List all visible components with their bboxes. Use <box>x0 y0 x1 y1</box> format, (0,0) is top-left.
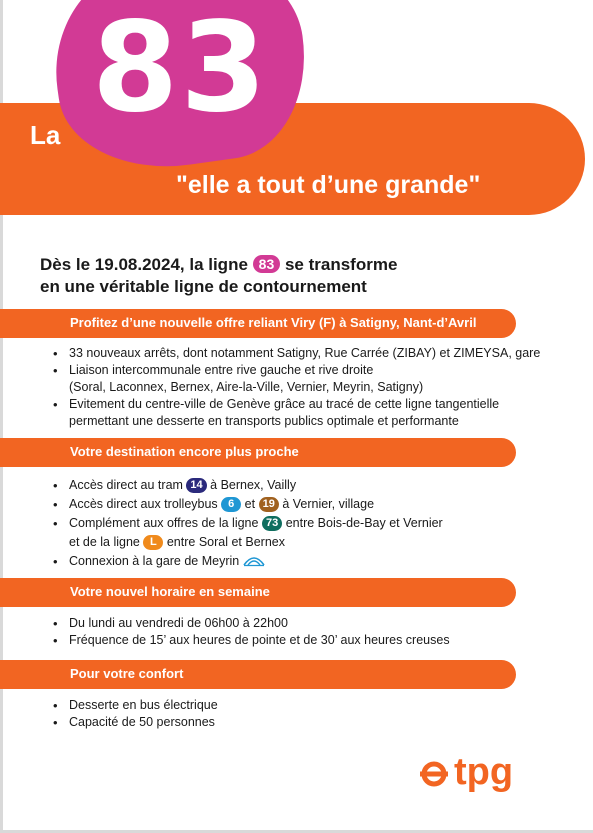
section-list-offer <box>53 345 540 430</box>
headline <box>40 254 397 298</box>
tpg-logo <box>420 752 540 792</box>
section-title: Profitez d’une nouvelle offre reliant Viry (F) à Satigny, Nant-d’Avril <box>70 315 477 330</box>
section-bar-schedule <box>0 578 516 607</box>
section-bar-destination <box>0 438 516 467</box>
tpg-logo-text: tpg <box>454 752 514 792</box>
list-item: • Capacité de 50 personnes <box>53 714 218 731</box>
list-item-text: entre Bois-de-Bay et Vernier <box>285 516 443 530</box>
list-item <box>53 396 540 430</box>
trolleybus-19-badge: 19 <box>259 497 279 512</box>
list-item: • Du lundi au vendredi de 06h00 à 22h00 <box>53 615 450 632</box>
headline-line-badge: 83 <box>253 255 281 273</box>
section-bar-comfort <box>0 660 516 689</box>
list-item-text: Complément aux offres de la ligne <box>69 516 259 530</box>
headline-line2: en une véritable ligne de contournement <box>40 277 367 296</box>
list-item-text: entre Soral et Bernex <box>166 535 285 549</box>
list-item-continuation <box>69 533 443 552</box>
section-list-comfort <box>53 697 218 731</box>
list-item <box>53 552 443 571</box>
list-item: • Desserte en bus électrique <box>53 697 218 714</box>
list-item-text: Connexion à la gare de Meyrin <box>69 554 240 568</box>
section-title: Pour votre confort <box>70 666 184 681</box>
bus-73-badge: 73 <box>262 516 282 531</box>
list-item: • Fréquence de 15’ aux heures de pointe et de 30’ aux heures creuses <box>53 632 450 649</box>
list-item-text: Evitement du centre-ville de Genève grâce au tracé de cette ligne tangentielle <box>69 397 500 411</box>
list-item-text: et de la ligne <box>69 535 140 549</box>
section-list-destination <box>53 476 443 571</box>
section-bar-offer <box>0 309 516 338</box>
list-item-text: à Bernex, Vailly <box>210 478 297 492</box>
list-item-text: et <box>244 497 256 511</box>
list-item-text: à Vernier, village <box>282 497 375 511</box>
section-list-schedule <box>53 615 450 649</box>
hero-line-number: 83 <box>92 0 269 140</box>
hero-prefix: La <box>30 120 61 150</box>
list-item <box>53 514 443 552</box>
list-item-text: Accès direct au tram <box>69 478 183 492</box>
line-L-badge: L <box>143 535 163 550</box>
list-item <box>53 362 540 396</box>
list-item <box>53 476 443 495</box>
section-title: Votre nouvel horaire en semaine <box>70 584 270 599</box>
trolleybus-6-badge: 6 <box>221 497 241 512</box>
list-item <box>53 495 443 514</box>
list-item-text: (Soral, Laconnex, Bernex, Aire-la-Ville, Vernier, Meyrin, Satigny) <box>69 380 424 394</box>
list-item-text: permettant une desserte en transports publics optimale et performante <box>69 414 459 428</box>
list-item: • 33 nouveaux arrêts, dont notamment Satigny, Rue Carrée (ZIBAY) et ZIMEYSA, gare <box>53 345 540 362</box>
section-title: Votre destination encore plus proche <box>70 444 299 459</box>
list-item-text: Accès direct aux trolleybus <box>69 497 218 511</box>
tram-14-badge: 14 <box>186 478 206 493</box>
headline-part1: Dès le 19.08.2024, la ligne <box>40 255 248 274</box>
tpg-logo-icon <box>420 752 540 792</box>
list-item-text: Liaison intercommunale entre rive gauche et rive droite <box>69 363 374 377</box>
hero-tagline: "elle a tout d’une grande" <box>176 171 481 199</box>
train-station-icon <box>243 553 265 567</box>
headline-part2: se transforme <box>284 255 398 274</box>
